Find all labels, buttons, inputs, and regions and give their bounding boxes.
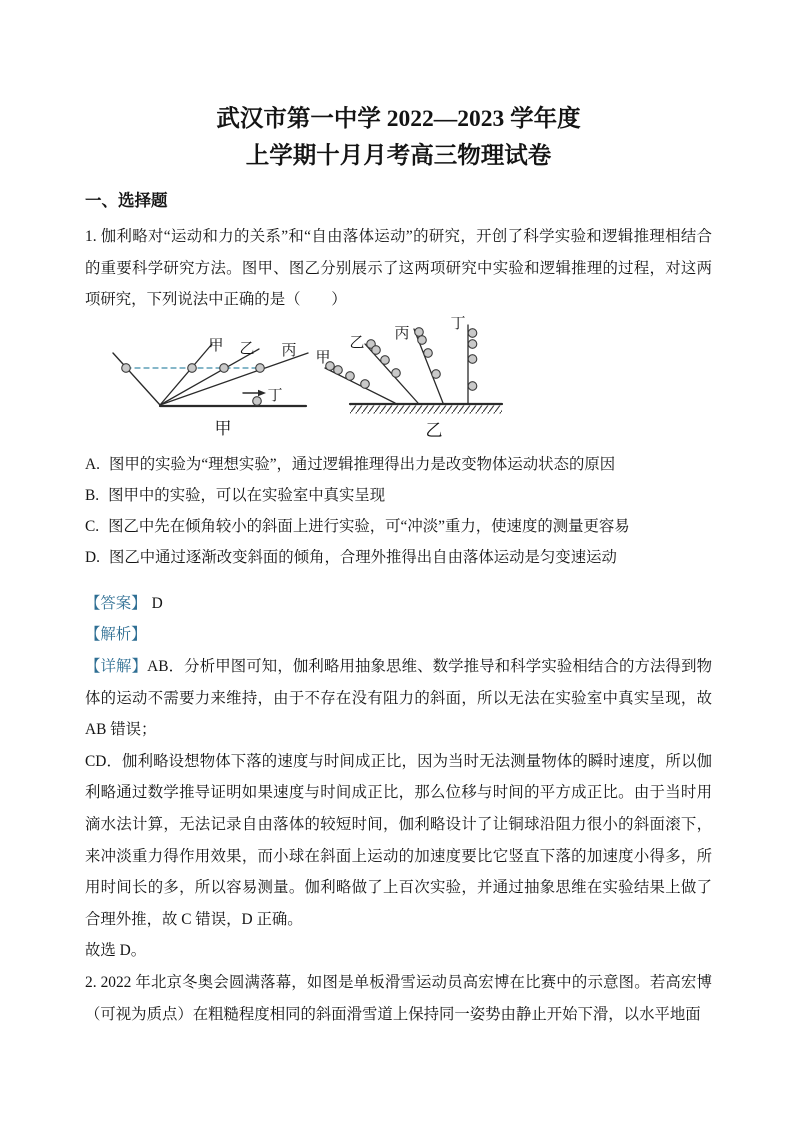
q1-option-b (85, 480, 712, 511)
doc-title-line1: 武汉市第一中学 2022—2023 学年度 (216, 106, 581, 132)
section-heading: 一、选择题 (85, 191, 168, 210)
q1-option-d (85, 542, 712, 573)
right-caption: 乙 (425, 420, 443, 440)
velocity-arrow-icon (243, 389, 266, 396)
ground-hatching (350, 405, 502, 413)
left-caption: 甲 (214, 418, 232, 438)
option-d-label: D. (85, 548, 100, 566)
q2-stem: 2. 2022 年北京冬奥会圆满落幕，如图是单板滑雪运动员高宏博在比赛中的示意图。若高宏博（可视为质点）在粗糙程度相同的斜面滑雪道上保持同一姿势由静止开始下滑，以水平地面 (85, 973, 712, 1023)
doc-title-line2: 上学期十月月考高三物理试卷 (245, 143, 552, 169)
q1-option-c (85, 511, 712, 542)
right-label-yi: 乙 (349, 334, 365, 351)
answer-value: D (151, 594, 163, 612)
option-c-text: 图乙中先在倾角较小的斜面上进行实验，可“冲淡”重力，使速度的测量更容易 (108, 517, 630, 535)
left-label-yi: 乙 (239, 340, 255, 357)
option-d-text: 图乙中通过逐渐改变斜面的倾角，合理外推得出自由落体运动是匀变速运动 (108, 548, 617, 566)
left-label-jia: 甲 (208, 337, 224, 354)
inclined-planes-diagram (315, 316, 502, 440)
q1-figure (93, 316, 513, 442)
detail-text-ab: AB．分析甲图可知，伽利略用抽象思维、数学推导和科学实验相结合的方法得到物体的运动不需要力来维持，由于不存在没有阻力的斜面，所以无法在实验室中真实呈现，故 AB 错误； (85, 657, 712, 739)
option-a-label: A. (85, 455, 100, 473)
q1-analysis-row (85, 619, 712, 651)
q1-answer-row (85, 588, 712, 620)
right-label-bing: 丙 (394, 325, 410, 342)
left-incline-line (113, 353, 160, 405)
option-a-text: 图甲的实验为“理想实验”，通过逻辑推理得出力是改变物体运动状态的原因 (108, 455, 616, 473)
ideal-experiment-diagram (113, 337, 308, 438)
analysis-label: 【解析】 (85, 626, 147, 644)
q1-conclusion: 故选 D。 (85, 942, 147, 960)
option-b-text: 图甲中的实验，可以在实验室中真实呈现 (108, 486, 386, 504)
answer-label: 【答案】 (85, 594, 147, 612)
option-c-label: C. (85, 517, 100, 535)
q1-stem: 1. 伽利略对“运动和力的关系”和“自由落体运动”的研究，开创了科学实验和逻辑推理相结合的重要科学研究方法。图甲、图乙分别展示了这两项研究中实验和逻辑推理的过程，对这两项研究，下列说法中正确的是（ ） (85, 228, 712, 309)
q1-detail-paragraph-1 (85, 651, 712, 746)
left-label-bing: 丙 (281, 342, 297, 359)
left-label-ding: 丁 (267, 387, 283, 404)
option-b-label: B. (85, 486, 100, 504)
fan-line-yi (160, 349, 259, 405)
balls-left-diagram (122, 363, 265, 405)
right-label-ding: 丁 (450, 315, 466, 332)
q1-option-a (85, 449, 712, 480)
q1-detail-paragraph-2: CD．伽利略设想物体下落的速度与时间成正比，因为当时无法测量物体的瞬时速度，所以伽利略通过数学推导证明如果速度与时间成正比，那么位移与时间的平方成正比。由于当时用滴水法计算，无法记录自由落体的较短时间，伽利略设计了让铜球沿阻力很小的斜面滚下，来冲淡重力得作用效果，而小球在斜面上运动的加速度要比它竖直下落的加速度小得多，所用时间长的多，所以容易测量。伽利略做了上百次实验，并通过抽象思维在实验结果上做了合理外推，故 C 错误，D 正确。 (85, 752, 712, 928)
right-label-jia: 甲 (315, 349, 331, 366)
q1-figure-block (93, 316, 712, 447)
detail-label: 【详解】 (85, 657, 148, 675)
